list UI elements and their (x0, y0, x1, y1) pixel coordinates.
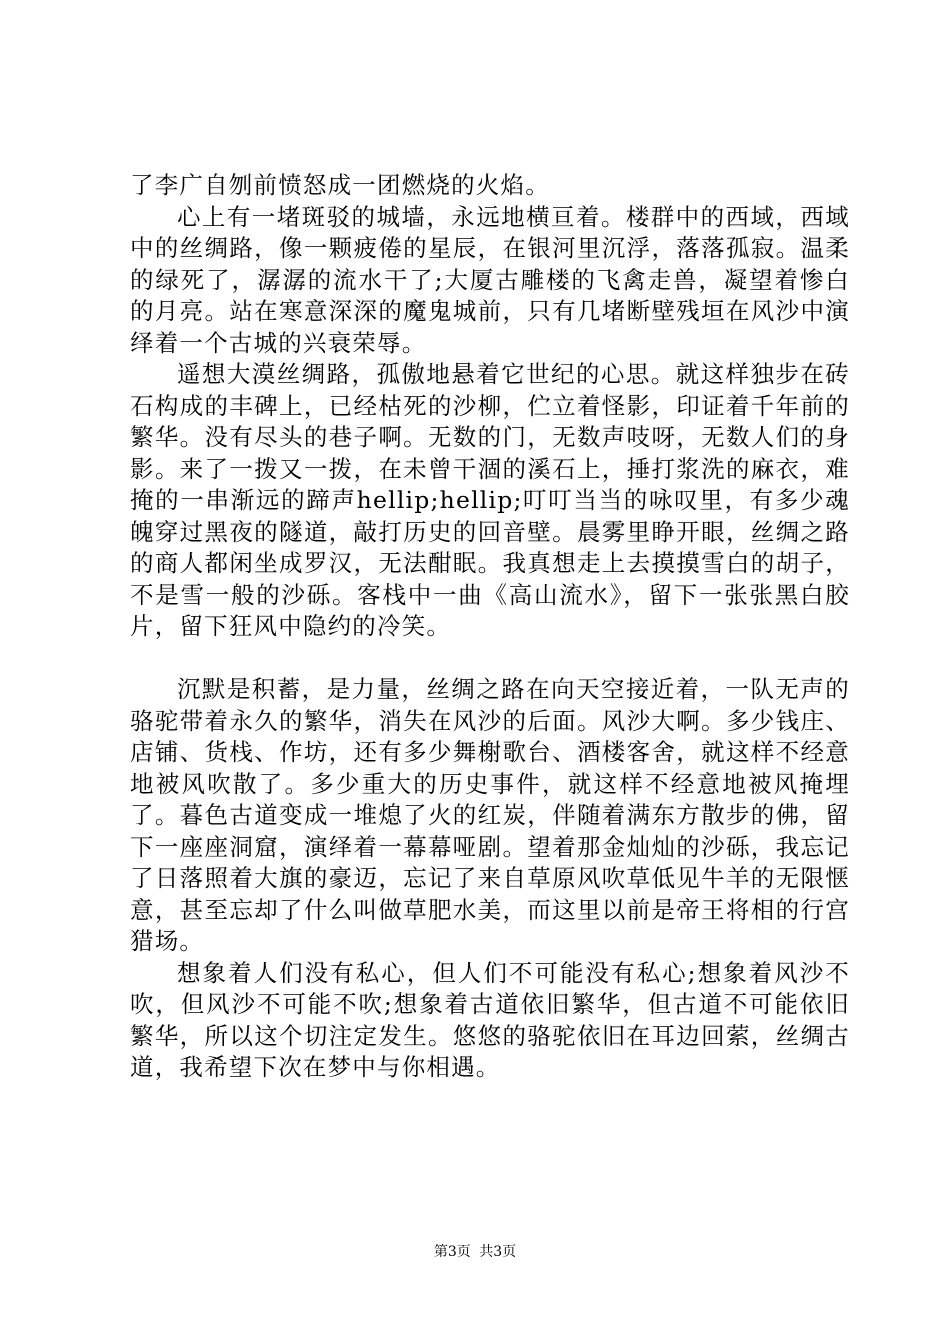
paragraph-city-wall: 心上有一堵斑驳的城墙，永远地横亘着。楼群中的西域，西域中的丝绸路，像一颗疲倦的星辰，在银河里沉浮，落落孤寂。温柔的绿死了，潺潺的流水干了;大厦古雕楼的飞禽走兽，凝望着惨白的月亮。站在寒意深深的魔鬼城前，只有几堵断壁残垣在风沙中演绎着一个古城的兴衰荣辱。 (130, 202, 850, 357)
page-number: 第3页 (433, 1244, 471, 1260)
paragraph-imagine: 想象着人们没有私心，但人们不可能没有私心;想象着风沙不吹，但风沙不可能不吹;想象着古道依旧繁华，但古道不可能依旧繁华，所以这个切注定发生。悠悠的骆驼依旧在耳边回萦，丝绸古道，我希望下次在梦中与你相遇。 (130, 958, 850, 1081)
document-body (130, 170, 850, 1084)
page-footer (0, 1243, 950, 1261)
paragraph-desert-silk-road: 遥想大漠丝绸路，孤傲地悬着它世纪的心思。就这样独步在砖石构成的丰碑上，已经枯死的沙柳，伫立着怪影，印证着千年前的繁华。没有尽头的巷子啊。无数的门，无数声吱呀，无数人们的身影。来了一拨又一拨，在未曾干涸的溪石上，捶打浆洗的麻衣，难掩的一串渐远的蹄声hellip;hellip;叮叮当当的咏叹里，有多少魂魄穿过黑夜的隧道，敲打历史的回音壁。晨雾里睁开眼，丝绸之路的商人都闲坐成罗汉，无法酣眠。我真想走上去摸摸雪白的胡子，不是雪一般的沙砾。客栈中一曲《高山流水》，留下一张张黑白胶片，留下狂风中隐约的冷笑。 (130, 360, 850, 640)
page-total: 共3页 (479, 1244, 517, 1260)
paragraph-continuation: 了李广自刎前愤怒成一团燃烧的火焰。 (130, 171, 550, 199)
paragraph-silence: 沉默是积蓄，是力量，丝绸之路在向天空接近着，一队无声的骆驼带着永久的繁华，消失在风沙的后面。风沙大啊。多少钱庄、店铺、货栈、作坊，还有多少舞榭歌台、酒楼客舍，就这样不经意地被风吹散了。多少重大的历史事件，就这样不经意地被风掩埋了。暮色古道变成一堆熄了火的红炭，伴随着满东方散步的佛，留下一座座洞窟，演绎着一幕幕哑剧。望着那金灿灿的沙砾，我忘记了日落照着大旗的豪迈，忘记了来自草原风吹草低见牛羊的无限惬意，甚至忘却了什么叫做草肥水美，而这里以前是帝王将相的行宫猎场。 (130, 675, 850, 955)
